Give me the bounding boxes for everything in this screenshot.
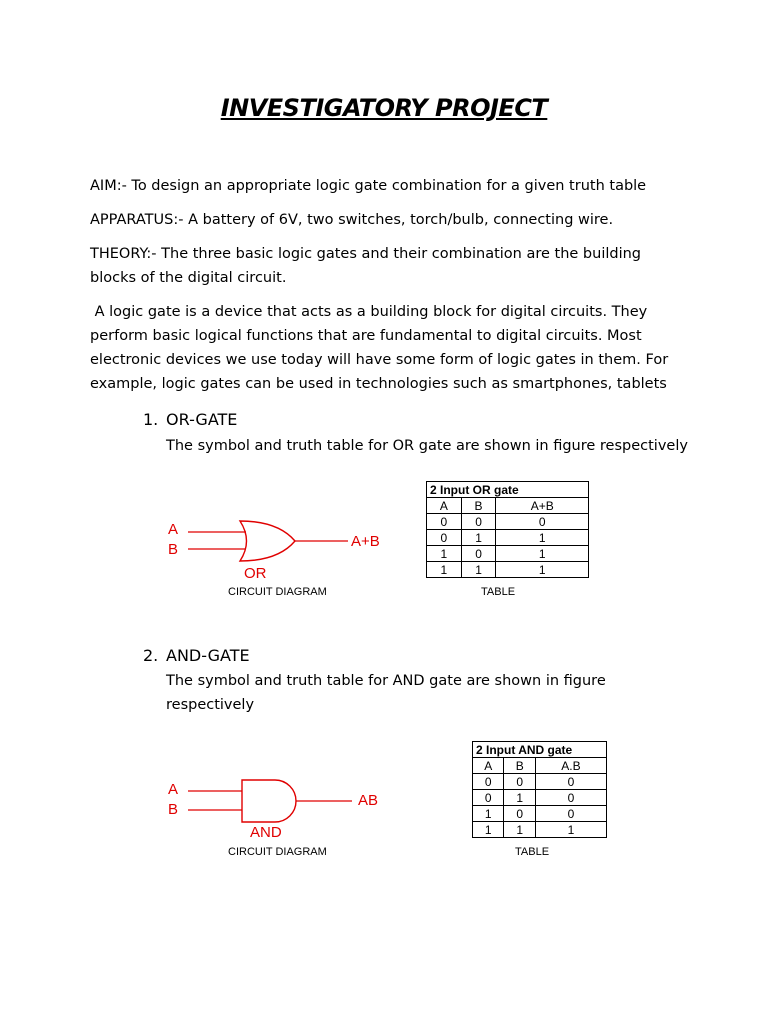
table-title: 2 Input OR gate [427, 482, 589, 498]
input-a-label: A [168, 781, 179, 798]
table-title: 2 Input AND gate [473, 742, 607, 758]
or-gate-diagram [160, 512, 400, 584]
section-number: 1. [143, 410, 159, 429]
table-cell: 0 [504, 806, 535, 822]
apparatus-text: APPARATUS:- A battery of 6V, two switches, torch/bulb, connecting wire. [90, 212, 614, 228]
and-gate-diagram [160, 772, 400, 844]
aim-text: AIM:- To design an appropriate logic gate combination for a given truth table [90, 178, 647, 194]
table-row [427, 546, 589, 562]
table-row [427, 562, 589, 578]
theory-text [90, 242, 690, 290]
table-cell: 0 [535, 790, 606, 806]
theory-line: blocks of the digital circuit. [90, 270, 287, 286]
table-cell: 1 [461, 530, 496, 546]
table-header: B [504, 758, 535, 774]
or-gate-symbol [240, 521, 295, 561]
table-cell: 0 [535, 774, 606, 790]
section-description: The symbol and truth table for OR gate are shown in figure respectively [166, 438, 688, 454]
table-cell: 0 [427, 530, 462, 546]
table-cell: 0 [427, 514, 462, 530]
table-header: A [427, 498, 462, 514]
table-cell: 1 [504, 790, 535, 806]
table-row [427, 530, 589, 546]
output-label: A+B [351, 533, 380, 550]
and-truth-table [472, 741, 607, 838]
table-row [427, 514, 589, 530]
table-cell: 0 [461, 514, 496, 530]
intro-line: perform basic logical functions that are fundamental to digital circuits. Most [90, 328, 642, 344]
input-a-label: A [168, 521, 179, 538]
table-row [473, 790, 607, 806]
table-cell: 1 [427, 562, 462, 578]
table-cell: 1 [461, 562, 496, 578]
table-cell: 1 [473, 806, 504, 822]
description-line: The symbol and truth table for AND gate are shown in figure [166, 673, 606, 689]
table-cell: 0 [473, 774, 504, 790]
output-label: AB [358, 792, 379, 809]
diagram-caption: CIRCUIT DIAGRAM [228, 586, 327, 598]
intro-line: A logic gate is a device that acts as a building block for digital circuits. They [90, 304, 648, 320]
input-b-label: B [168, 541, 179, 558]
table-caption: TABLE [515, 846, 550, 858]
table-header-row [427, 498, 589, 514]
table-cell: 1 [496, 562, 589, 578]
table-cell: 1 [535, 822, 606, 838]
page-title: INVESTIGATORY PROJECT [220, 94, 548, 122]
theory-line: THEORY:- The three basic logic gates and their combination are the building [90, 246, 641, 262]
intro-paragraph [90, 300, 690, 396]
gate-label: AND [250, 824, 282, 841]
table-cell: 0 [461, 546, 496, 562]
and-gate-symbol [242, 780, 296, 822]
gate-label: OR [244, 565, 267, 582]
description-line: respectively [166, 697, 255, 713]
section-description [166, 669, 606, 717]
table-row [473, 774, 607, 790]
table-cell: 0 [473, 790, 504, 806]
table-cell: 1 [496, 546, 589, 562]
table-cell: 0 [535, 806, 606, 822]
table-header: A.B [535, 758, 606, 774]
table-header: A [473, 758, 504, 774]
or-truth-table [426, 481, 589, 578]
table-cell: 0 [496, 514, 589, 530]
table-cell: 1 [504, 822, 535, 838]
table-row [473, 822, 607, 838]
diagram-caption: CIRCUIT DIAGRAM [228, 846, 327, 858]
table-header-row [473, 758, 607, 774]
table-cell: 0 [504, 774, 535, 790]
intro-line: electronic devices we use today will have some form of logic gates in them. For [90, 352, 669, 368]
table-header: A+B [496, 498, 589, 514]
table-cell: 1 [473, 822, 504, 838]
intro-line: example, logic gates can be used in technologies such as smartphones, tablets [90, 376, 667, 392]
input-b-label: B [168, 801, 179, 818]
section-title-or-gate: OR-GATE [166, 410, 238, 429]
table-row [473, 806, 607, 822]
table-header: B [461, 498, 496, 514]
table-cell: 1 [496, 530, 589, 546]
section-number: 2. [143, 646, 159, 665]
section-title-and-gate: AND-GATE [166, 646, 250, 665]
table-caption: TABLE [481, 586, 516, 598]
table-cell: 1 [427, 546, 462, 562]
